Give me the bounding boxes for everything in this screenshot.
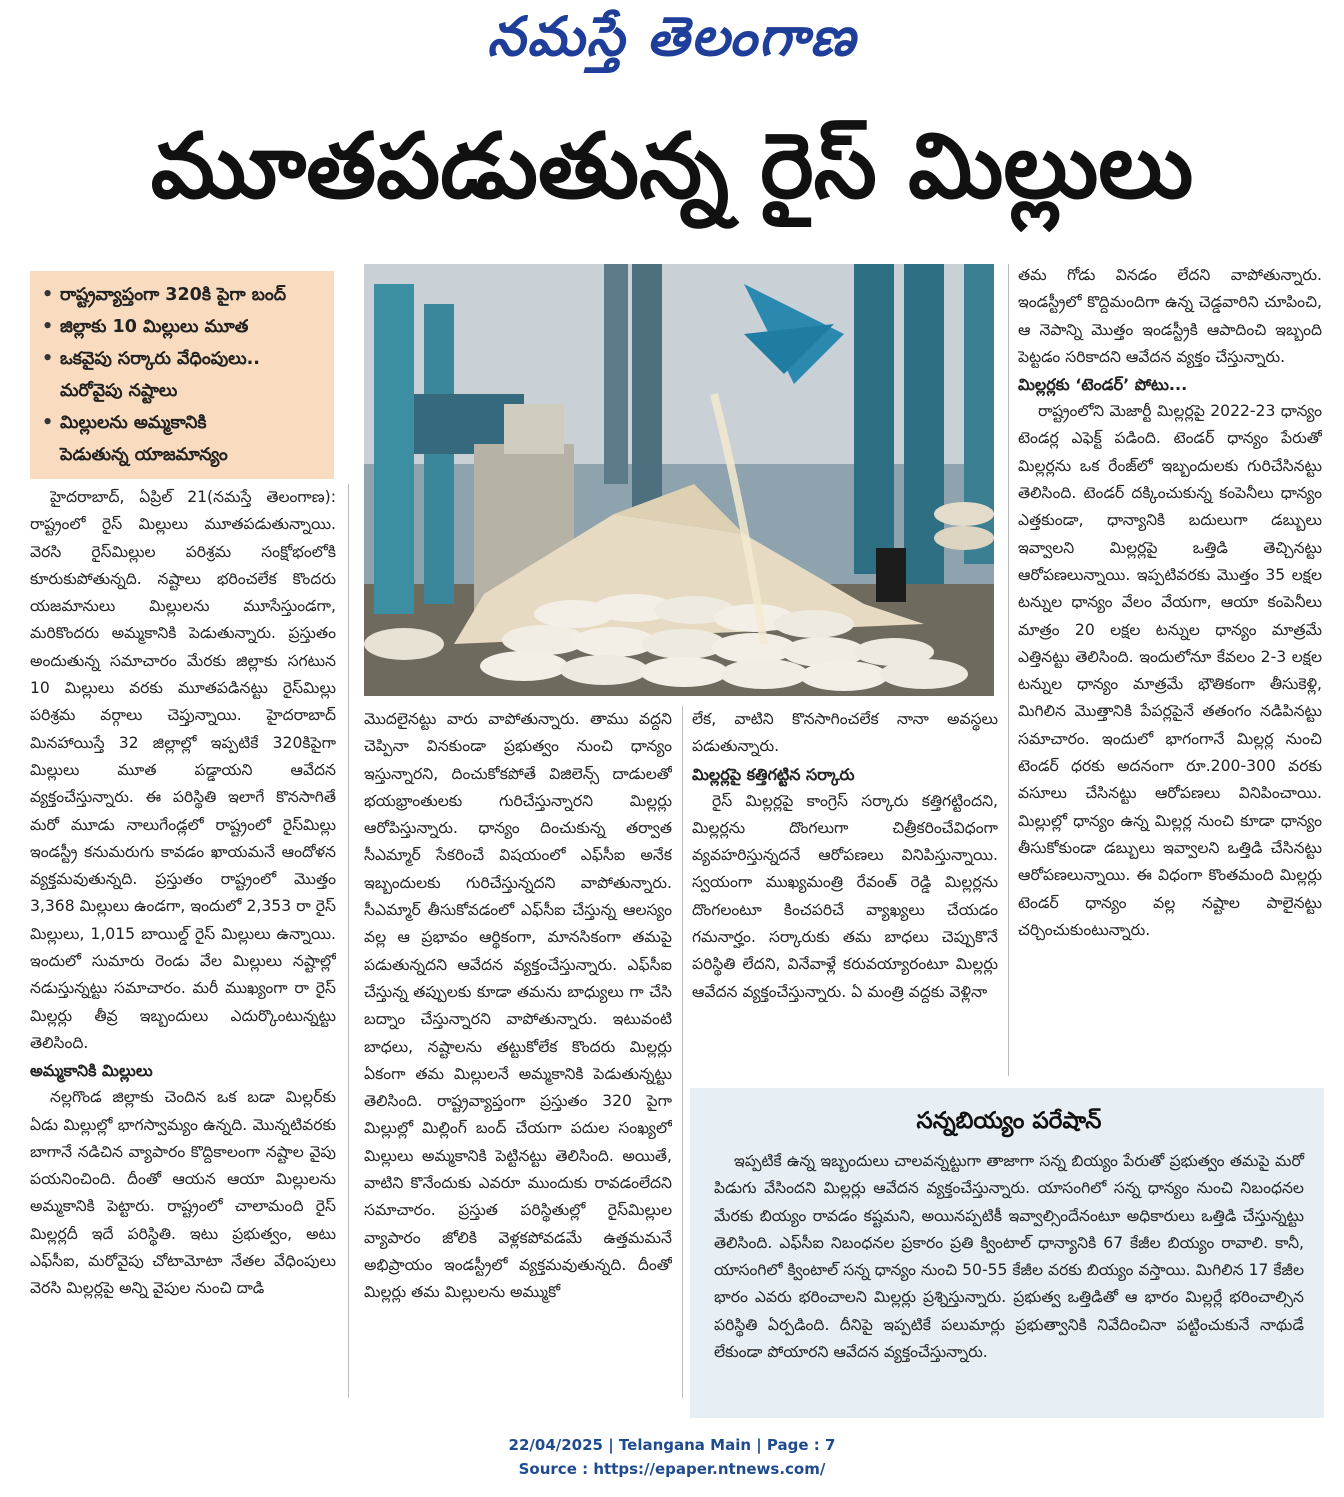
footer-date-page: 22/04/2025 | Telangana Main | Page : 7 bbox=[508, 1436, 836, 1454]
highlight-item: • రాష్ట్రవ్యాప్తంగా 320కి పైగా బంద్ bbox=[42, 279, 324, 311]
subheading: అమ్మకానికి మిల్లులు bbox=[30, 1061, 153, 1081]
highlight-item: • ఒకవైపు సర్కారు వేధింపులు.. bbox=[42, 343, 324, 375]
article-column-4 bbox=[1018, 262, 1322, 1074]
rice-mill-image-icon bbox=[364, 264, 994, 696]
article-paragraph: హైదరాబాద్, ఏప్రిల్ 21(నమస్తే తెలంగాణ): రాష్ట్రంలో రైస్ మిల్లులు మూతపడుతున్నాయి. వెరసి రైస్‌మిల్లుల పరిశ్రమ సంక్షోభంలోకి కూరుకుపోతున్నది. నష్టాలు భరించలేక కొందరు యజమానులు మిల్లులను మూసేస్తుండగా, మరికొందరు అమ్మకానికి పెడుతున్నారు. ప్రస్తుతం అందుతున్న సమాచారం మేరకు జిల్లాకు సగటున 10 మిల్లులు వరకు మూతపడినట్టు రైస్‌మిల్లు పరిశ్రమ వర్గాలు చెప్తున్నాయి. హైదరాబాద్ మినహాయిస్తే 32 జిల్లాల్లో ఇప్పటికే 320కిపైగా మిల్లులు మూత పడ్డాయని ఆవేదన వ్యక్తంచేస్తున్నారు. ఈ పరిస్థితి ఇలాగే కొనసాగితే మరో మూడు నాలుగేండ్లలో రాష్ట్రంలో రైస్‌మిల్లు ఇండస్ట్రీ కనుమరుగు కావడం ఖాయమనే ఆందోళన వ్యక్తమవుతున్నది. ప్రస్తుతం రాష్ట్రంలో మొత్తం 3,368 మిల్లులు ఉండగా, ఇందులో 2,353 రా రైస్ మిల్లులు, 1,015 బాయిల్డ్ రైస్ మిల్లులు ఉన్నాయి. ఇందులో సుమారు రెండు వేల మిల్లులు నష్టాల్లో నడుస్తున్నట్టు సమాచారం. మరీ ముఖ్యంగా రా రైస్ మిల్లర్లు తీవ్ర ఇబ్బందులు ఎదుర్కొంటున్నట్టు తెలిసింది. bbox=[30, 488, 336, 1052]
rice-mill-photo bbox=[364, 264, 994, 696]
sidebar-box bbox=[690, 1088, 1324, 1418]
article-paragraph: రైస్ మిల్లర్లపై కాంగ్రెస్ సర్కారు కత్తిగట్టిందని, మిల్లర్లను దొంగలుగా చిత్రీకరించేవిధంగా వ్యవహరిస్తున్నదనే ఆరోపణలు వినిపిస్తున్నాయి. స్వయంగా ముఖ్యమంత్రి రేవంత్ రెడ్డి మిల్లర్లను దొంగలంటూ కించపరిచే వ్యాఖ్యలు చేయడం గమనార్హం. సర్కారుకు తమ బాధలు చెప్పుకొనే పరిస్థితి లేదని, వినేవాళ్లే కరువయ్యారంటూ మిల్లర్లు ఆవేదన వ్యక్తంచేస్తున్నారు. ఏ మంత్రి వద్దకు వెళ్లినా bbox=[692, 791, 998, 1001]
subheading: మిల్లర్లకు ‘టెండర్’ పోటు... bbox=[1018, 375, 1188, 395]
article-column-1 bbox=[30, 484, 336, 1396]
highlight-item-continued: పెడుతున్న యాజమాన్యం bbox=[60, 445, 228, 465]
article-paragraph: రాష్ట్రంలోని మెజార్టీ మిల్లర్లపై 2022-23 ధాన్యం టెండర్ల ఎఫెక్ట్ పడింది. టెండర్ ధాన్యం పేరుతో మిల్లర్లను ఒక రేంజ్‌లో ఇబ్బందులకు గురిచేసినట్టు తెలిసింది. టెండర్ దక్కించుకున్న కంపెనీలు ధాన్యం ఎత్తకుండా, ధాన్యానికి బదులుగా డబ్బులు ఇవ్వాలని మిల్లర్లపై ఒత్తిడి తెచ్చినట్టు ఆరోపణలున్నాయి. ఇప్పటివరకు మొత్తం 35 లక్షల టన్నుల ధాన్యం వేలం వేయగా, ఆయా కంపెనీలు మాత్రం 20 లక్షల టన్నుల ధాన్యం మాత్రమే ఎత్తినట్టు తెలిసింది. ఇందులోనూ కేవలం 2-3 లక్షల టన్నుల ధాన్యం మాత్రమే భౌతికంగా తీసుకెళ్లి, మిగిలిన మొత్తానికి పేపర్లపైనే తతంగం నడిపినట్టు సమాచారం. ఇందులో భాగంగానే మిల్లర్ల నుంచి టెండర్ ధరకు అదనంగా రూ.200-300 వరకు వసూలు చేసినట్టు ఆరోపణలు వినిపించాయి. మిల్లుల్లో ధాన్యం ఉన్న మిల్లర్ల నుంచి కూడా ధాన్యం తీసుకోకుండా డబ్బులు ఇవ్వాలని ఒత్తిడి చేసినట్టు ఆరోపణలున్నాయి. ఈ విధంగా కొంతమంది మిల్లర్లు టెండర్ ధాన్యం వల్ల నష్టాల పాలైనట్టు చర్చించుకుంటున్నారు. bbox=[1018, 402, 1322, 939]
column-divider bbox=[1008, 264, 1009, 1076]
highlight-item: • మిల్లులను అమ్మకానికి bbox=[42, 407, 324, 439]
highlights-box bbox=[30, 271, 334, 479]
sidebar-box-title: సన్నబియ్యం పరేషాన్ bbox=[916, 1108, 1102, 1134]
headline: మూతపడుతున్న రైస్ మిల్లులు bbox=[150, 114, 1194, 219]
article-paragraph: నల్లగొండ జిల్లాకు చెందిన ఒక బడా మిల్లర్‌కు ఏడు మిల్లుల్లో భాగస్వామ్యం ఉన్నది. మొన్నటివరకు బాగానే నడిచిన వ్యాపారం కొద్దికాలంగా నష్టాల వైపు పయనించింది. దీంతో ఆయన ఆయా మిల్లులను అమ్మకానికి పెట్టారు. రాష్ట్రంలో చాలామంది రైస్ మిల్లర్లదీ ఇదే పరిస్థితి. ఇటు ప్రభుత్వం, అటు ఎఫ్‌సీఐ, మరోవైపు చోటామోటా నేతల వేధింపులు వెరసి మిల్లర్లపై అన్ని వైపుల నుంచి దాడి bbox=[30, 1088, 336, 1298]
article-column-3 bbox=[692, 706, 998, 1082]
subheading: మిల్లర్లపై కత్తిగట్టిన సర్కారు bbox=[692, 764, 855, 784]
article-paragraph: లేక, వాటిని కొనసాగించలేక నానా అవస్థలు పడుతున్నారు. bbox=[692, 710, 998, 756]
newspaper-masthead: నమస్తే తెలంగాణ bbox=[487, 4, 857, 68]
column-divider bbox=[682, 706, 683, 1398]
article-paragraph: మొదలైనట్టు వారు వాపోతున్నారు. తాము వద్దని చెప్పినా వినకుండా ప్రభుత్వం నుంచి ధాన్యం ఇస్తున్నారని, దించుకోకపోతే విజిలెన్స్ దాడులతో భయభ్రాంతులకు గురిచేస్తున్నారని మిల్లర్లు ఆరోపిస్తున్నారు. ధాన్యం దించుకున్న తర్వాత సీఎమ్మార్ సేకరించే విషయంలో ఎఫ్‌సీఐ అనేక ఇబ్బందులకు గురిచేస్తున్నదని వాపోతున్నారు. సీఎమ్మార్ తీసుకోవడంలో ఎఫ్‌సీఐ చేస్తున్న ఆలస్యం వల్ల ఆ ప్రభావం ఆర్థికంగా, మానసికంగా తమపై పడుతున్నదని ఆవేదన వ్యక్తంచేస్తున్నారు. ఎఫ్‌సీఐ చేస్తున్న తప్పులకు కూడా తమను బాధ్యులు గా చేసి బద్నాం చేస్తున్నారని వాపోతున్నారు. ఇటువంటి బాధలు, నష్టాలను తట్టుకోలేక కొందరు మిల్లర్లు ఏకంగా తమ మిల్లులనే అమ్మకానికి పెడుతున్నట్టు తెలిసింది. రాష్ట్రవ్యాప్తంగా ప్రస్తుతం 320 పైగా మిల్లుల్లో మిల్లింగ్ బంద్ చేయగా పదుల సంఖ్యలో మిల్లులు అమ్మకానికి పెట్టినట్టు తెలిసింది. అయితే, వాటిని కొనేందుకు ఎవరూ ముందుకు రావడంలేదని సమాచారం. ప్రస్తుత పరిస్థితుల్లో రైస్‌మిల్లుల వ్యాపారం జోలికి వెళ్లకపోవడమే ఉత్తమమనే అభిప్రాయం ఇండస్ట్రీలో వ్యక్తమవుతున్నది. దీంతో మిల్లర్లు తమ మిల్లులను అమ్ముకో bbox=[364, 710, 672, 1302]
footer-source[interactable]: Source : https://epaper.ntnews.com/ bbox=[518, 1460, 826, 1478]
article-column-2 bbox=[364, 706, 672, 1396]
article-paragraph: తమ గోడు వినడం లేదని వాపోతున్నారు. ఇండస్ట్రీలో కొద్దిమందిగా ఉన్న చెడ్డవారిని చూపించి, ఆ నెపాన్ని మొత్తం ఇండస్ట్రీకి ఆపాదించి ఇబ్బంది పెట్టడం సరికాదని ఆవేదన వ్యక్తం చేస్తున్నారు. bbox=[1018, 266, 1322, 366]
column-divider bbox=[348, 484, 349, 1398]
highlight-item-continued: మరోవైపు నష్టాలు bbox=[60, 381, 178, 401]
highlight-item: • జిల్లాకు 10 మిల్లులు మూత bbox=[42, 311, 324, 343]
sidebar-box-body: ఇప్పటికే ఉన్న ఇబ్బందులు చాలవన్నట్టుగా తాజాగా సన్న బియ్యం పేరుతో ప్రభుత్వం తమపై మరో పిడుగు వేసిందని మిల్లర్లు ఆవేదన వ్యక్తంచేస్తున్నారు. యాసంగిలో సన్న ధాన్యం నుంచి నిబంధనల మేరకు బియ్యం రావడం కష్టమని, అయినప్పటికీ ఇవ్వాల్సిందేనంటూ అధికారులు ఒత్తిడి చేస్తున్నట్టు తెలిసింది. ఎఫ్‌సీఐ నిబంధనల ప్రకారం ప్రతి క్వింటాల్ ధాన్యానికి 67 కేజీల బియ్యం రావాలి. కానీ, యాసంగిలో క్వింటాల్ సన్న ధాన్యం నుంచి 50-55 కేజీల వరకు బియ్యం వస్తాయి. మిగిలిన 17 కేజీల భారం ఎవరు భరించాలని మిల్లర్లు ప్రశ్నిస్తున్నారు. ప్రభుత్వ ఒత్తిడితో ఆ భారం మిల్లర్లే భరించాల్సిన పరిస్థితి ఏర్పడింది. దీనిపై ఇప్పటికే పలుమార్లు ప్రభుత్వానికి నివేదించినా పట్టించుకునే నాథుడే లేకుండా పోయారని ఆవేదన వ్యక్తంచేస్తున్నారు. bbox=[714, 1152, 1304, 1362]
